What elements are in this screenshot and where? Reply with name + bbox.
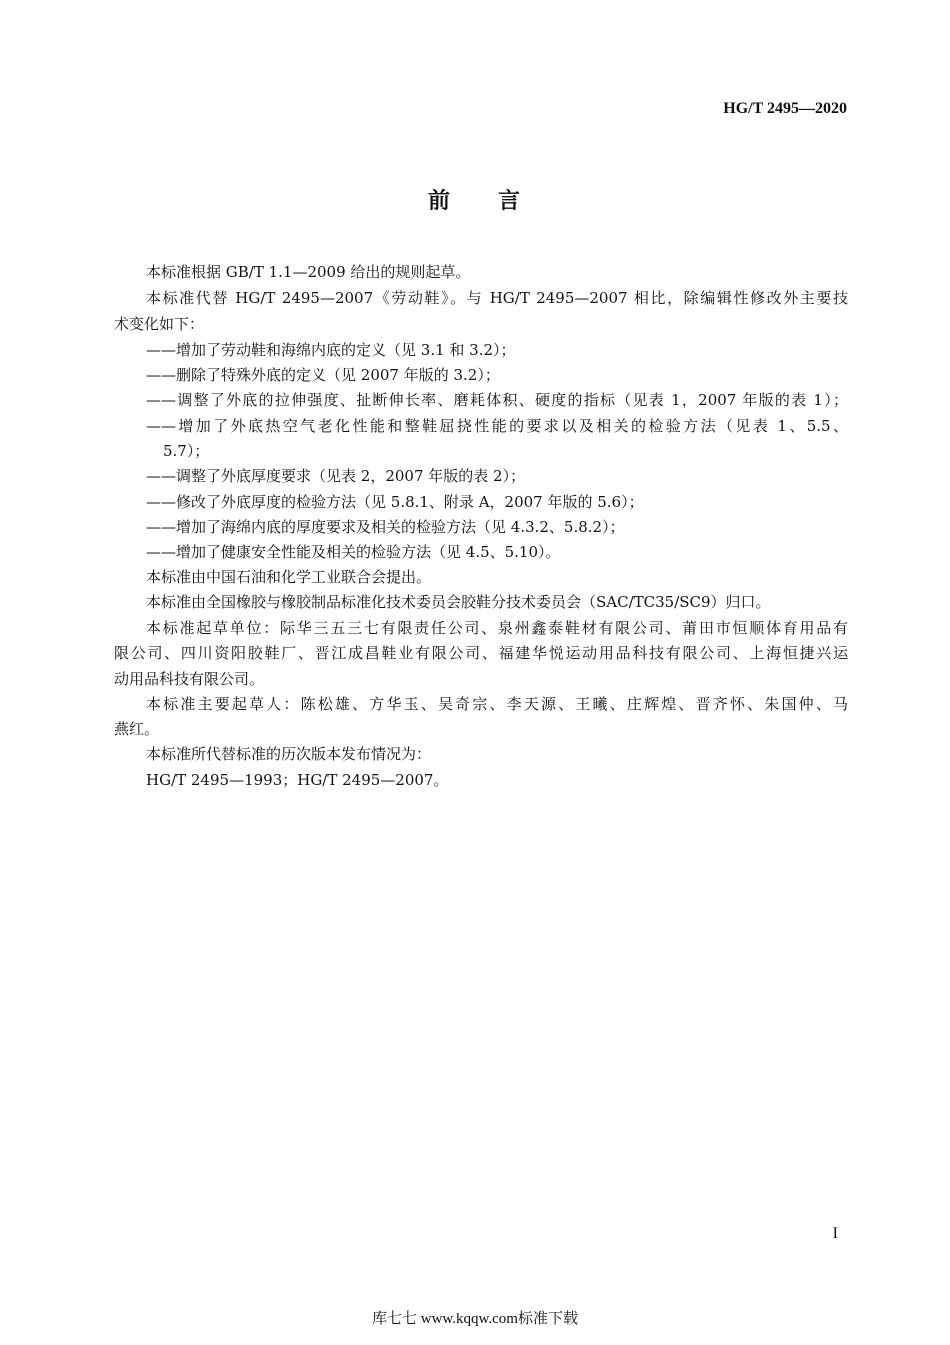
standard-code: HG/T 2495—2020 — [723, 100, 847, 117]
paragraph-line: 本标准由中国石油和化学工业联合会提出。 — [146, 568, 432, 586]
list-item: ——删除了特殊外底的定义（见 2007 年版的 3.2）； — [146, 366, 500, 384]
footer-watermark: 库七七 www.kqqw.com标准下载 — [372, 1311, 578, 1327]
paragraph-line: 术变化如下： — [114, 315, 205, 333]
page-title — [0, 184, 950, 215]
list-item: ——调整了外底的拉伸强度、扯断伸长率、磨耗体积、硬度的指标（见表 1，2007 年版的表 1）； — [146, 391, 848, 409]
paragraph-line: 本标准由全国橡胶与橡胶制品标准化技术委员会胶鞋分技术委员会（SAC/TC35/SC9）归口。 — [146, 593, 771, 611]
page-number: I — [832, 1225, 838, 1242]
list-item: ——增加了劳动鞋和海绵内底的定义（见 3.1 和 3.2）； — [146, 341, 516, 359]
paragraph-line: HG/T 2495—1993；HG/T 2495—2007。 — [146, 771, 449, 789]
list-item: ——修改了外底厚度的检验方法（见 5.8.1、附录 A，2007 年版的 5.6）； — [146, 493, 644, 511]
title-char: 言 — [498, 189, 523, 214]
paragraph-line: 本标准代替 HG/T 2495—2007《劳动鞋》。与 HG/T 2495—2007 相比，除编辑性修改外主要技 — [146, 289, 848, 307]
paragraph-line: 本标准所代替标准的历次版本发布情况为： — [146, 745, 432, 763]
list-item: ——增加了海绵内底的厚度要求及相关的检验方法（见 4.3.2、5.8.2）； — [146, 518, 625, 536]
title-char: 前 — [427, 189, 452, 214]
paragraph-line: 动用品科技有限公司。 — [114, 670, 265, 688]
paragraph-line: 限公司、四川资阳胶鞋厂、晋江成昌鞋业有限公司、福建华悦运动用品科技有限公司、上海恒捷兴运 — [114, 644, 848, 662]
list-item: ——增加了外底热空气老化性能和整鞋屈挠性能的要求以及相关的检验方法（见表 1、5.5、 — [146, 417, 848, 435]
paragraph-line: 本标准根据 GB/T 1.1—2009 给出的规则起草。 — [146, 263, 471, 281]
list-item: ——调整了外底厚度要求（见表 2，2007 年版的表 2）； — [146, 467, 526, 485]
paragraph-line: 本标准主要起草人：陈松雄、方华玉、吴奇宗、李天源、王曦、庄辉煌、晋齐怀、朱国仲、马 — [146, 695, 848, 713]
paragraph-line: 本标准起草单位：际华三五三七有限责任公司、泉州鑫泰鞋材有限公司、莆田市恒顺体育用品有 — [146, 619, 848, 637]
list-item: ——增加了健康安全性能及相关的检验方法（见 4.5、5.10）。 — [146, 543, 561, 561]
list-item-continuation: 5.7）； — [163, 442, 210, 460]
paragraph-line: 燕红。 — [114, 720, 160, 738]
